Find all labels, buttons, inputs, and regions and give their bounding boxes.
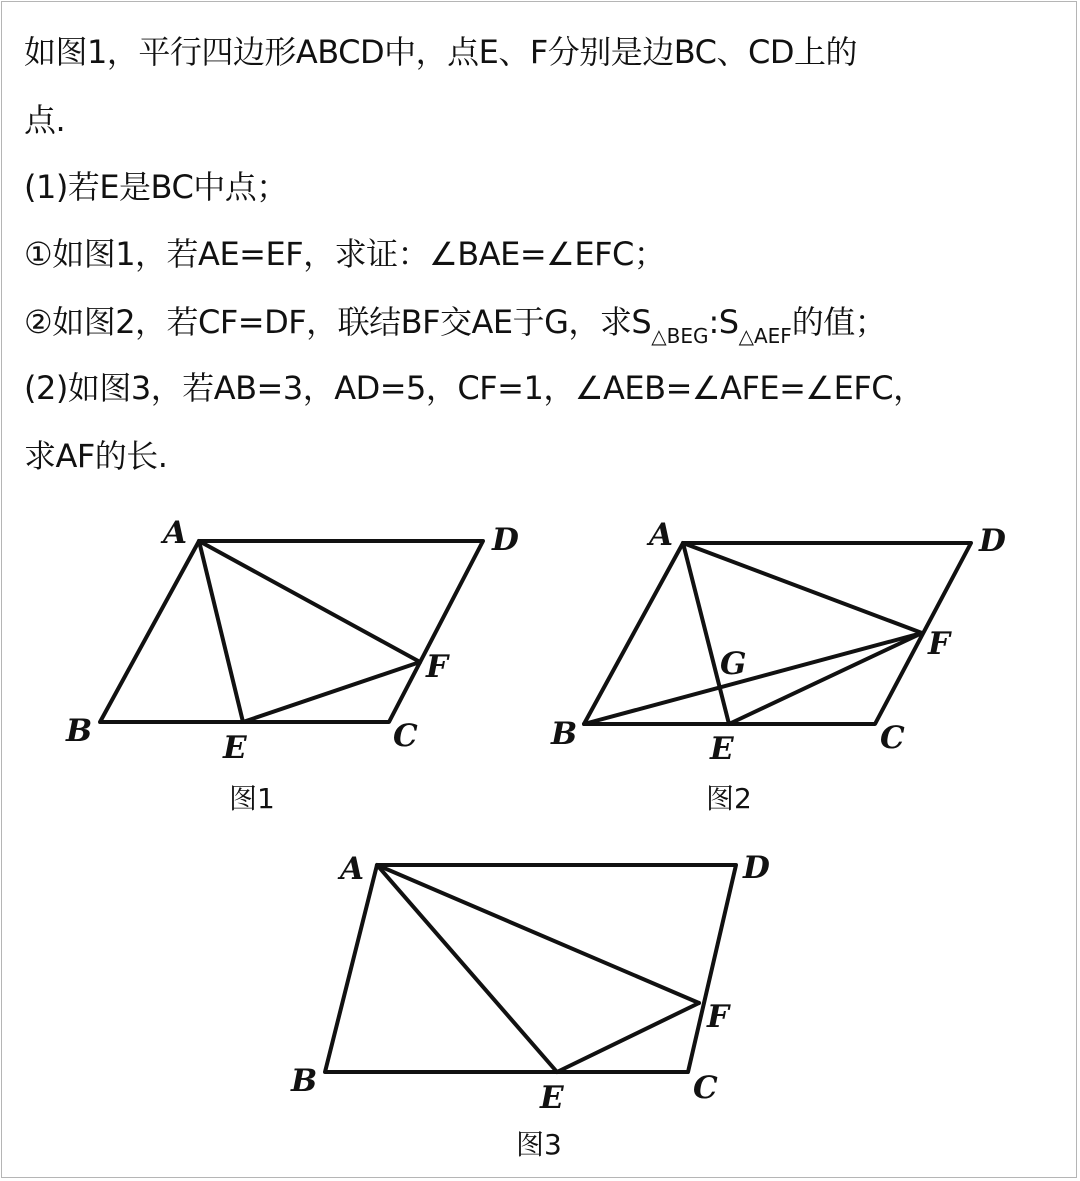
q1p2-text-b: :S <box>708 303 739 341</box>
fig1-label-E: E <box>223 730 247 766</box>
question-1: (1)若E是BC中点； <box>24 168 288 206</box>
question-2: (2)如图3，若AB=3，AD=5，CF=1，∠AEB=∠AFE=∠EFC， <box>24 369 925 407</box>
fig1-label-F: F <box>426 649 449 685</box>
problem-line-1: 如图1，平行四边形ABCD中，点E、F分别是边BC、CD上的 <box>24 33 857 71</box>
fig1-label-C: C <box>393 718 418 754</box>
fig1-segment-AE <box>199 541 243 722</box>
figure-1 <box>65 515 519 815</box>
fig3-segment-AF <box>377 865 699 1003</box>
question-1-part-1: ①如图1，若AE=EF，求证：∠BAE=∠EFC； <box>24 235 666 273</box>
fig2-caption: 图2 <box>706 782 752 815</box>
q1p2-text-c: 的值； <box>791 303 887 341</box>
fig2-label-D: D <box>979 523 1006 559</box>
fig2-label-B: B <box>551 716 578 752</box>
fig2-label-A: A <box>649 517 674 553</box>
fig3-label-D: D <box>743 850 770 886</box>
fig1-parallelogram <box>100 541 483 722</box>
fig1-label-D: D <box>492 522 519 558</box>
fig3-label-F: F <box>707 999 730 1035</box>
fig2-label-G: G <box>720 646 747 682</box>
q1p2-subscript-aef: △AEF <box>738 324 792 348</box>
fig2-segment-BF <box>584 633 922 724</box>
fig3-label-A: A <box>340 851 365 887</box>
fig3-segment-AE <box>377 865 557 1072</box>
geometry-figures <box>2 2 1078 1179</box>
figure-3 <box>290 850 770 1161</box>
fig2-segment-AF <box>683 543 922 633</box>
fig3-label-B: B <box>291 1063 318 1099</box>
fig3-segment-EF <box>557 1003 699 1072</box>
fig3-caption: 图3 <box>516 1128 562 1161</box>
fig1-segment-AF <box>199 541 420 662</box>
fig1-label-A: A <box>163 515 188 551</box>
figure-2 <box>550 517 1006 815</box>
q1p2-text-a: ②如图2，若CF=DF，联结BF交AE于G，求S <box>24 303 652 341</box>
question-2-ask: 求AF的长. <box>24 437 168 475</box>
fig3-label-C: C <box>693 1070 718 1106</box>
fig2-label-F: F <box>928 626 951 662</box>
fig2-label-E: E <box>710 731 734 767</box>
fig3-label-E: E <box>540 1080 564 1116</box>
fig2-label-C: C <box>880 720 905 756</box>
fig1-label-B: B <box>66 713 93 749</box>
problem-line-2: 点. <box>24 101 66 139</box>
fig1-caption: 图1 <box>229 782 275 815</box>
q1p2-subscript-beg: △BEG <box>651 324 709 348</box>
problem-card <box>1 1 1077 1178</box>
